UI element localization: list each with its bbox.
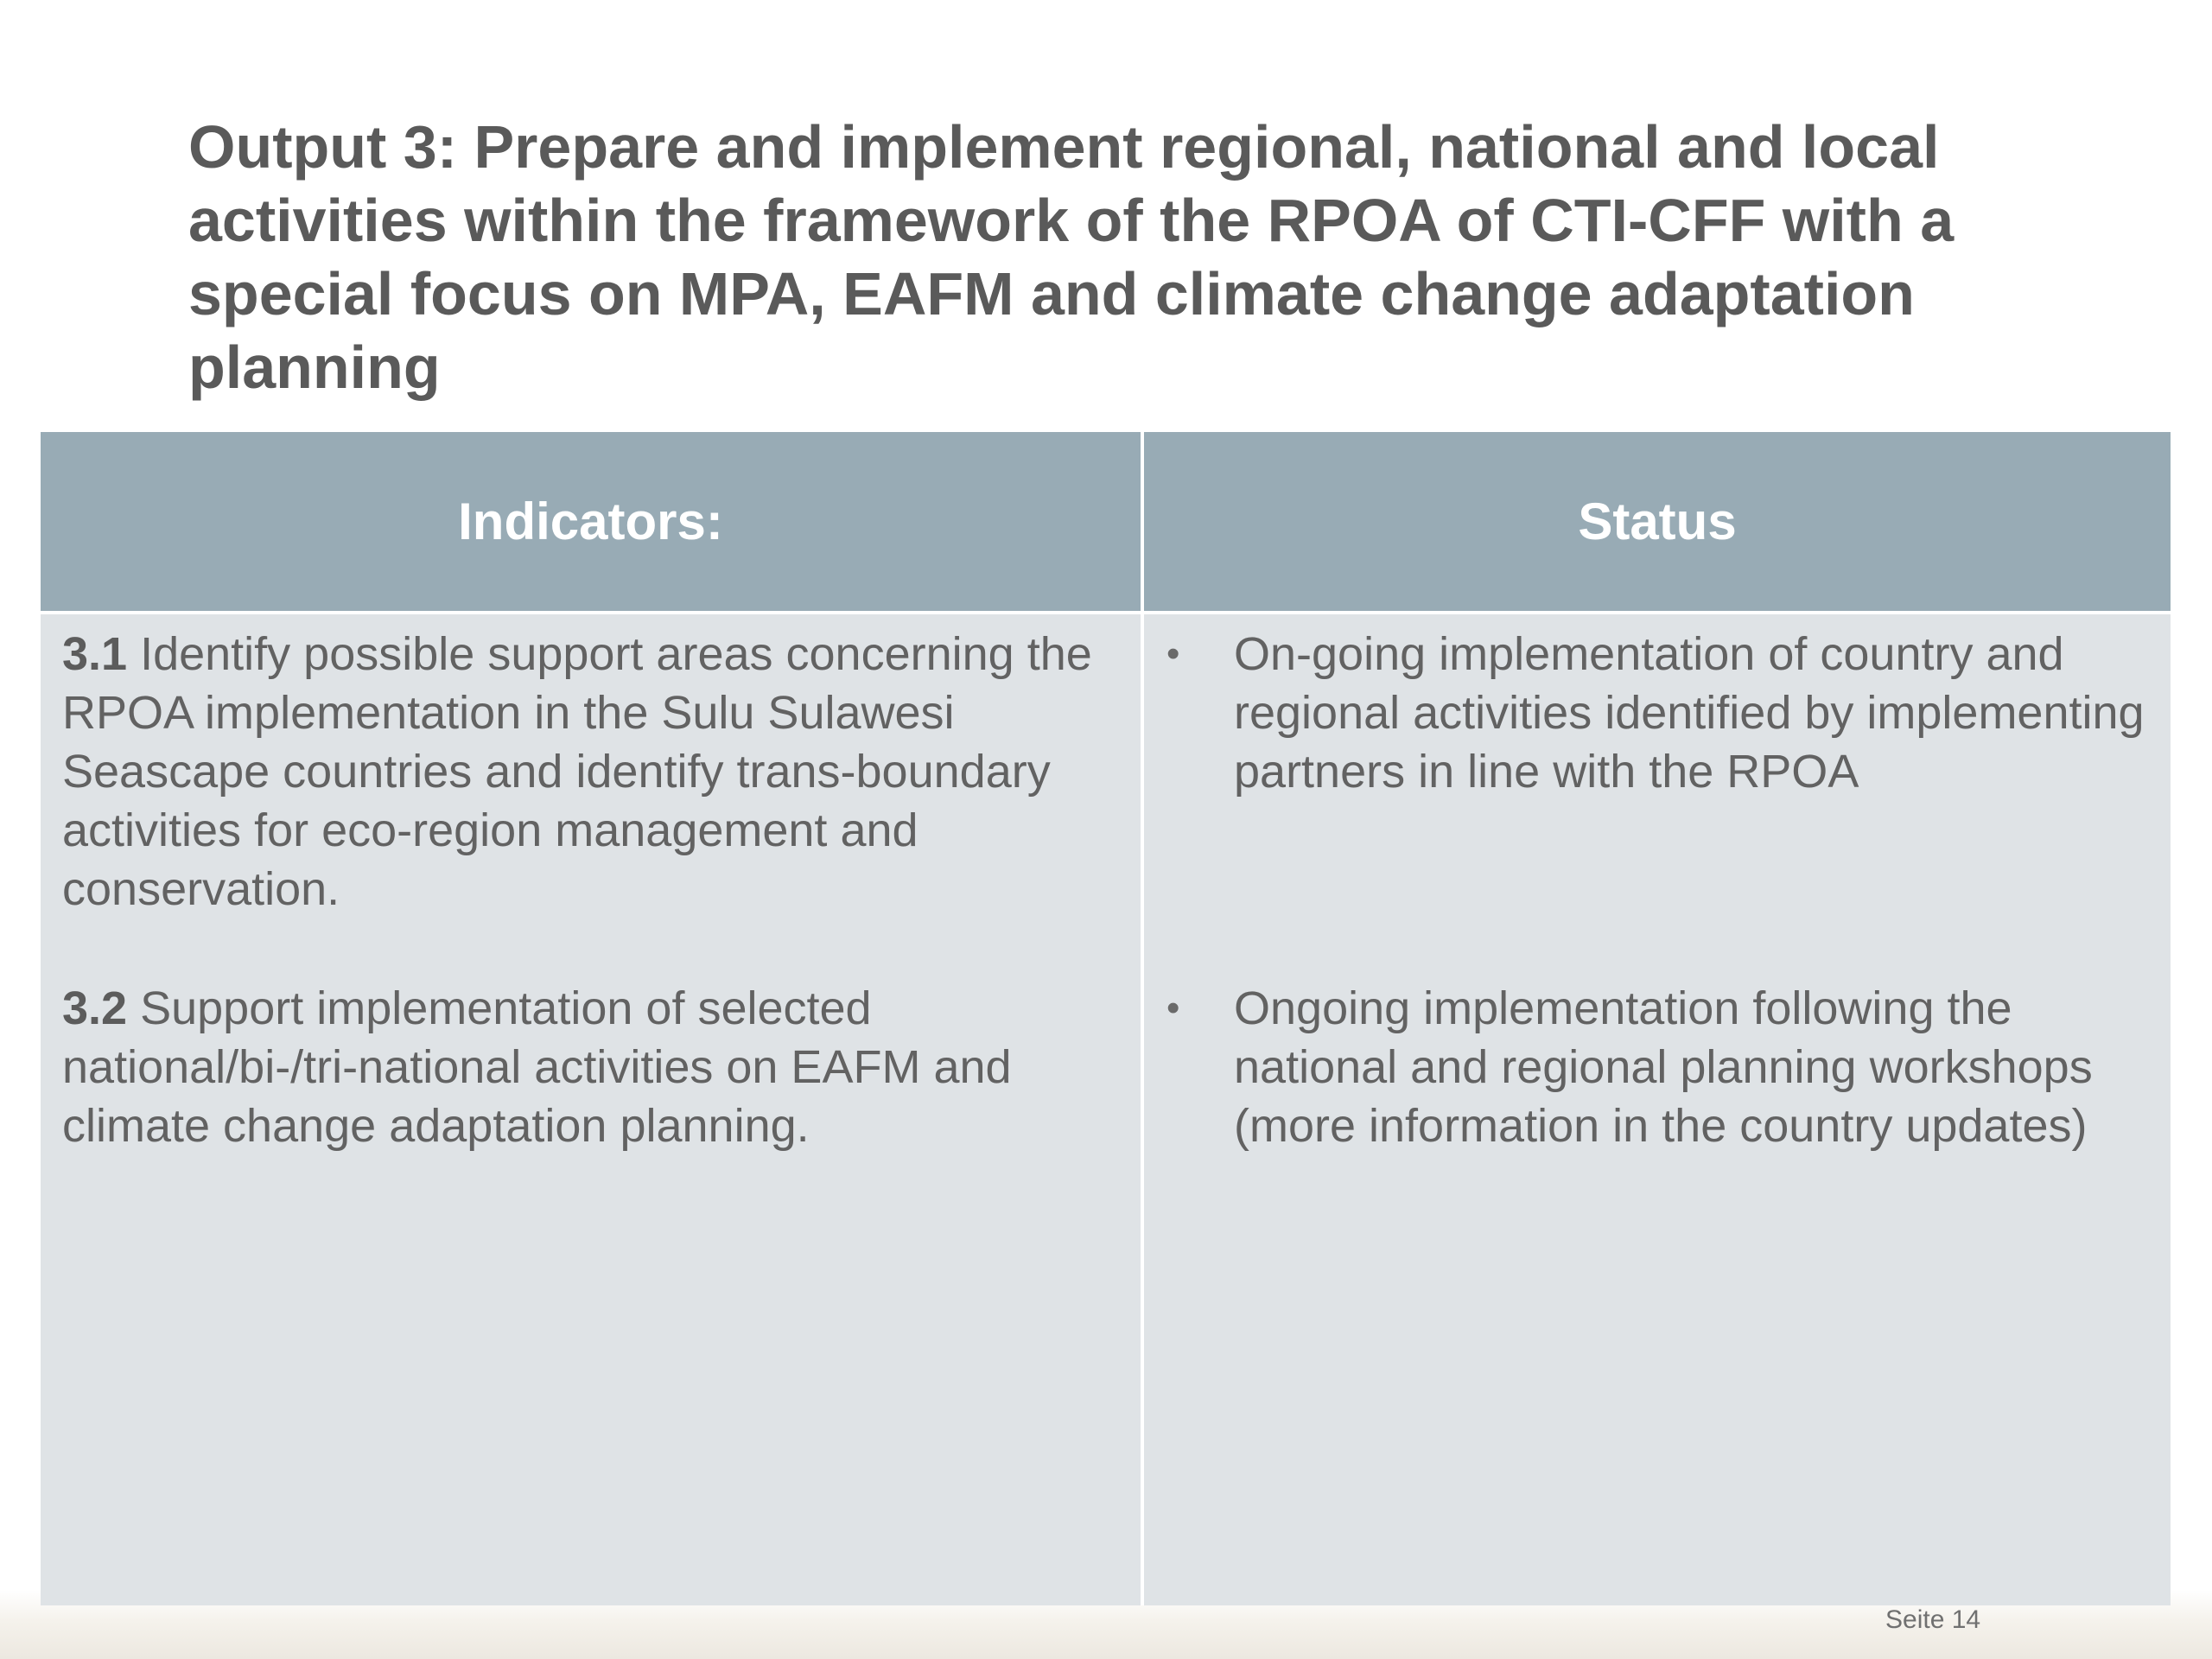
header-indicators: Indicators: xyxy=(41,432,1141,611)
indicators-status-table xyxy=(41,432,2171,1605)
indicator-number: 3.2 xyxy=(62,982,128,1034)
indicator-text: Support implementation of selected national/bi-/tri-national activities on EAFM and climate change adaptation planning. xyxy=(62,982,1012,1152)
page-number: Seite 14 xyxy=(1885,1605,1981,1634)
status-text: Ongoing implementation following the national and regional planning workshops (more information in the country updates) xyxy=(1234,982,2093,1152)
bullet-icon: • xyxy=(1166,632,1180,675)
indicator-text: Identify possible support areas concerning the RPOA implementation in the Sulu Sulawesi Seascape countries and identify trans-boundary activities for eco-region management and conservation. xyxy=(62,628,1092,915)
status-item-2 xyxy=(1166,979,2167,1155)
bullet-icon: • xyxy=(1166,987,1180,1029)
status-cell xyxy=(1144,614,2171,1605)
indicator-3-1 xyxy=(62,625,1134,918)
status-text: On-going implementation of country and regional activities identified by implementing partners in line with the RPOA xyxy=(1234,628,2145,798)
indicators-cell xyxy=(41,614,1141,1605)
indicator-number: 3.1 xyxy=(62,628,128,680)
indicator-3-2 xyxy=(62,979,1134,1155)
slide-title: Output 3: Prepare and implement regional, national and local activities within the framework of the RPOA of CTI-CFF with a special focus on MPA, EAFM and climate change adaptation planning xyxy=(188,113,1955,401)
header-status: Status xyxy=(1144,432,2171,611)
status-item-1 xyxy=(1166,625,2167,801)
